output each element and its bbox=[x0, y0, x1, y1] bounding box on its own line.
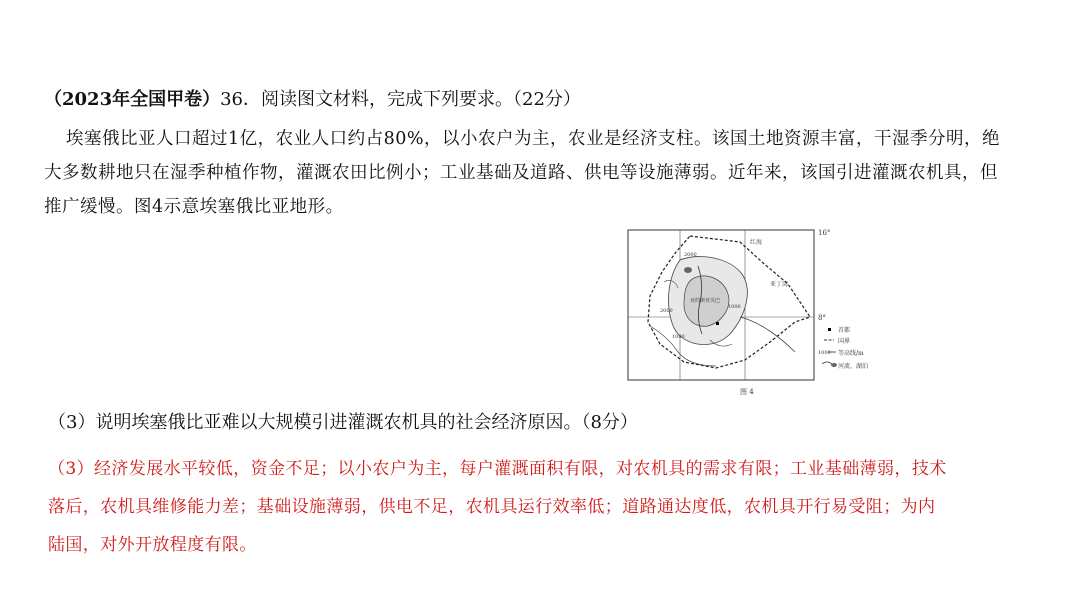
lat-label-16: 16° bbox=[818, 229, 831, 237]
map-legend bbox=[818, 326, 868, 370]
ethiopia-terrain-map bbox=[620, 222, 900, 402]
label-contour-2: 1000 bbox=[728, 304, 741, 310]
label-contour-4: 1000 bbox=[672, 334, 685, 340]
label-gulf: 亚丁湾 bbox=[770, 281, 789, 288]
lake-tana bbox=[684, 267, 692, 273]
legend-lake-icon bbox=[831, 363, 837, 367]
label-capital: 亚的斯亚贝巴 bbox=[690, 298, 721, 304]
legend-river-icon bbox=[822, 362, 832, 364]
answer-3: （3）经济发展水平较低，资金不足；以小农户为主，每户灌溉面积有限，对农机具的需求有限；工业基础薄弱，技术落后，农机具维修能力差；基础设施薄弱，供电不足，农机具运行效率低；道路通达度低，农机具开行易受阻；为内陆国，对外开放程度有限。 bbox=[48, 459, 947, 555]
passage-text: 埃塞俄比亚人口超过1亿，农业人口约占80%，以小农户为主，农业是经济支柱。该国土地资源丰富，干湿季分明，绝大多数耕地只在湿季种植作物，灌溉农田比例小；工业基础及道路、供电等设施薄弱。近年来，该国引进灌溉农机具，但推广缓慢。图4示意埃塞俄比亚地形。 bbox=[44, 129, 1001, 217]
capital-marker bbox=[716, 322, 719, 325]
legend-contour: 等高线/m bbox=[838, 350, 864, 357]
lat-label-8: 8° bbox=[818, 314, 826, 322]
figure-caption: 图 4 bbox=[740, 388, 754, 396]
question-header bbox=[44, 86, 1044, 114]
legend-capital: 首都 bbox=[838, 327, 851, 334]
map-svg bbox=[620, 222, 900, 402]
legend-border: 国界 bbox=[838, 338, 851, 345]
question-intro: 36．阅读图文材料，完成下列要求。（22分） bbox=[220, 89, 581, 110]
source-label: （2023年全国甲卷） bbox=[44, 89, 221, 110]
label-contour-3: 2000 bbox=[660, 308, 673, 314]
label-contour-1: 2000 bbox=[684, 252, 697, 258]
rift-contour bbox=[740, 317, 795, 352]
question-3: （3）说明埃塞俄比亚难以大规模引进灌溉农机具的社会经济原因。（8分） bbox=[48, 412, 638, 433]
legend-river: 河流、湖泊 bbox=[838, 363, 869, 370]
legend-contour-value: 1000 bbox=[818, 350, 831, 356]
label-red-sea: 红海 bbox=[750, 239, 763, 246]
legend-capital-icon bbox=[828, 328, 831, 331]
